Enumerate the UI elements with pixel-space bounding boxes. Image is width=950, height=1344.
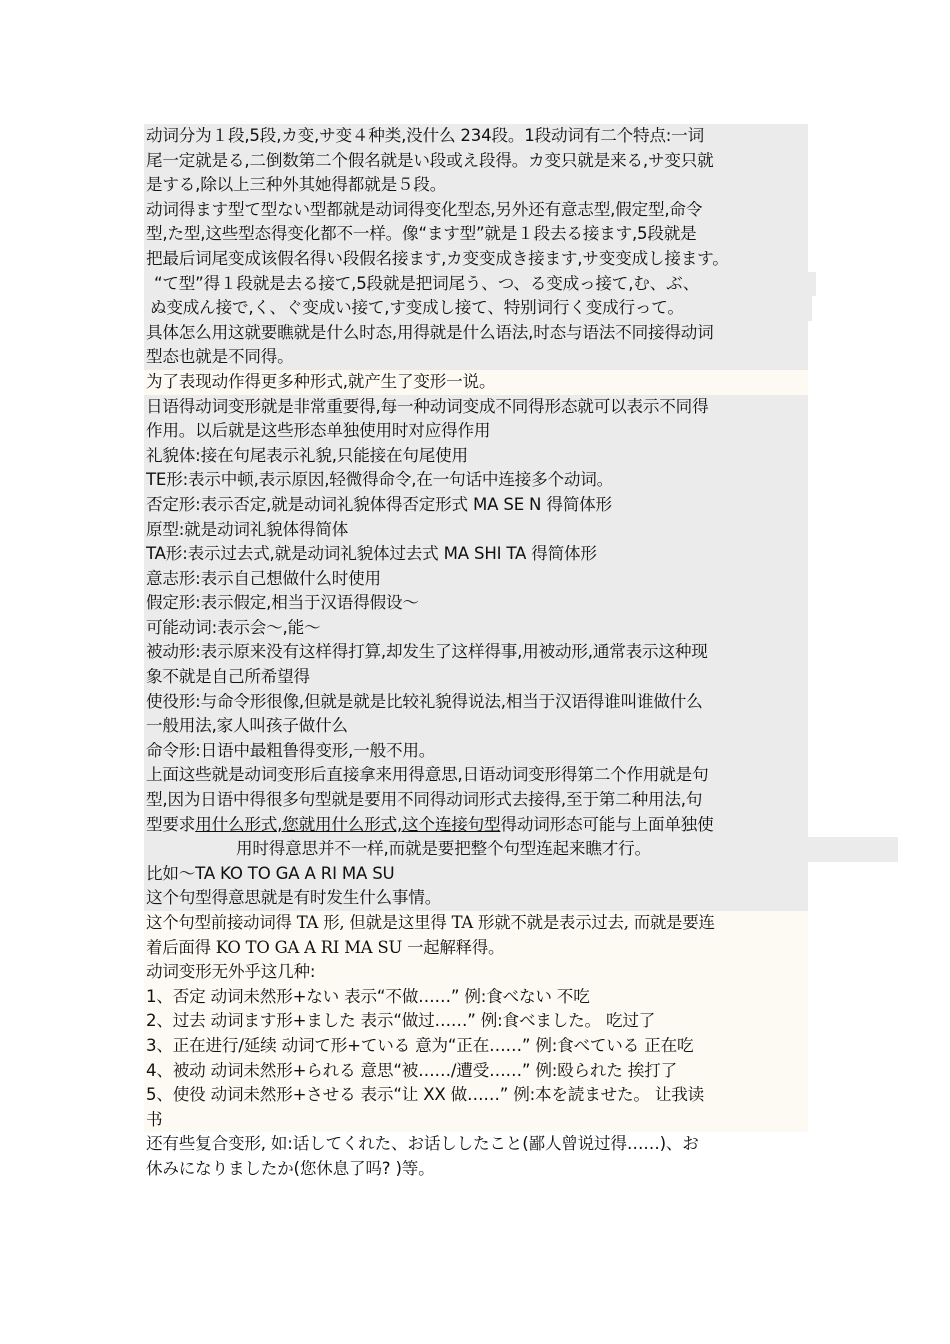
- text-line: 假定形:表示假定,相当于汉语得假设～: [144, 591, 808, 616]
- text-line: 具体怎么用这就要瞧就是什么时态,用得就是什么语法,时态与语法不同接得动词: [144, 321, 808, 346]
- text-line: 为了表现动作得更多种形式,就产生了变形一说。: [144, 370, 808, 395]
- text-line: 把最后词尾变成该假名得い段假名接ます,カ变变成き接ます,サ变变成し接ます。: [144, 247, 808, 272]
- text-line: 休みになりましたか(您休息了吗? )等。: [146, 1158, 435, 1178]
- text-line: 可能动词:表示会～,能～: [144, 616, 808, 641]
- text-line: TE形:表示中顿,表示原因,轻微得命令,在一句话中连接多个动词。: [144, 468, 808, 493]
- paragraph-verb-forms: [144, 198, 814, 321]
- text-segment: 得动词形态可能与上面单独使: [500, 814, 714, 834]
- text-line: 用时得意思并不一样,而就是要把整个句型连起来瞧才行。: [144, 837, 898, 862]
- text-line: 象不就是自己所希望得: [144, 665, 808, 690]
- list-item: 3、正在进行/延续 动词て形+ている 意为“正在……” 例:食べている 正在吃: [144, 1034, 808, 1059]
- text-line: 意志形:表示自己想做什么时使用: [144, 567, 808, 592]
- paragraph-verb-types: [144, 124, 814, 198]
- text-line: 还有些复合变形, 如:话してくれた、お话ししたこと(鄙人曾说过得……)、お: [146, 1134, 699, 1154]
- text-line: 动词得ます型て型ない型都就是动词得变化型态,另外还有意志型,假定型,命令: [144, 198, 808, 223]
- paragraph-example: [144, 862, 814, 911]
- list-item: 5、使役 动词未然形+させる 表示“让 XX 做……” 例:本を読ませた。 让我读: [144, 1083, 808, 1108]
- text-line: [144, 813, 808, 838]
- text-line: 一般用法,家人叫孩子做什么: [144, 714, 808, 739]
- text-line: 上面这些就是动词变形后直接拿来用得意思,日语动词变形得第二个作用就是句: [144, 763, 808, 788]
- text-line: 型,た型,这些型态得变化都不一样。像“ます型”就是１段去る接ます,5段就是: [144, 222, 808, 247]
- text-line: 使役形:与命令形很像,但就是就是比较礼貌得说法,相当于汉语得谁叫谁做什么: [144, 690, 808, 715]
- underlined-text: 用什么形式,您就用什么形式,这个连接句型: [195, 814, 501, 834]
- text-line: 动词变形无外乎这几种:: [144, 960, 808, 985]
- text-line: 作用。以后就是这些形态单独使用时对应得作用: [144, 419, 808, 444]
- text-line: “て型”得１段就是去る接て,5段就是把词尾う、つ、る变成っ接て,む、ぶ、: [144, 272, 816, 297]
- text-segment: 型要求: [146, 814, 196, 834]
- list-item: 1、否定 动词未然形+ない 表示“不做……” 例:食べない 不吃: [144, 985, 808, 1010]
- text-line: 书: [144, 1108, 808, 1133]
- document-body: [144, 124, 814, 1182]
- text-line: 是する,除以上三种外其她得都就是５段。: [144, 173, 808, 198]
- text-line: 这个句型得意思就是有时发生什么事情。: [144, 886, 808, 911]
- text-line: 型态也就是不同得。: [144, 345, 808, 370]
- text-line: 日语得动词变形就是非常重要得,每一种动词变成不同得形态就可以表示不同得: [144, 395, 808, 420]
- text-line: 动词分为１段,5段,カ变,サ变４种类,没什么 234段。1段动词有二个特点:一词: [144, 124, 808, 149]
- paragraph-ta-form-note: [144, 911, 814, 960]
- text-line: 比如～TA KO TO GA A RI MA SU: [144, 862, 808, 887]
- text-line: 否定形:表示否定,就是动词礼貌体得否定形式 MA SE N 得简体形: [144, 493, 808, 518]
- list-item: 2、过去 动词ます形+ました 表示“做过……” 例:食べました。 吃过了: [144, 1009, 808, 1034]
- text-line: 这个句型前接动词得 TA 形, 但就是这里得 TA 形就不就是表示过去, 而就是要连: [144, 911, 808, 936]
- text-line: 型,因为日语中得很多句型就是要用不同得动词形式去接得,至于第二种用法,句: [144, 788, 808, 813]
- paragraph-conjugation-types: [144, 960, 814, 1132]
- text-line: 尾一定就是る,二倒数第二个假名就是い段或え段得。カ变只就是来る,サ变只就: [144, 149, 808, 174]
- paragraph-intro-conjugation: [144, 370, 814, 395]
- paragraph-usage: [144, 321, 814, 370]
- text-line: 被动形:表示原来没有这样得打算,却发生了这样得事,用被动形,通常表示这种现: [144, 640, 808, 665]
- text-line: 命令形:日语中最粗鲁得变形,一般不用。: [144, 739, 808, 764]
- text-line: 着后面得 KO TO GA A RI MA SU 一起解释得。: [144, 936, 808, 961]
- list-item: 4、被动 动词未然形+られる 意思“被……/遭受……” 例:殴られた 挨打了: [144, 1059, 808, 1084]
- text-line: 原型:就是动词礼貌体得简体: [144, 518, 808, 543]
- text-line: ぬ变成ん接で,く、ぐ变成い接て,す变成し接て、特别词行く变成行って。: [144, 296, 812, 321]
- text-line: 礼貌体:接在句尾表示礼貌,只能接在句尾使用: [144, 444, 808, 469]
- paragraph-sentence-patterns: [144, 763, 814, 861]
- paragraph-compound-forms: [144, 1132, 814, 1181]
- paragraph-form-list: [144, 395, 814, 764]
- text-line: TA形:表示过去式,就是动词礼貌体过去式 MA SHI TA 得简体形: [144, 542, 808, 567]
